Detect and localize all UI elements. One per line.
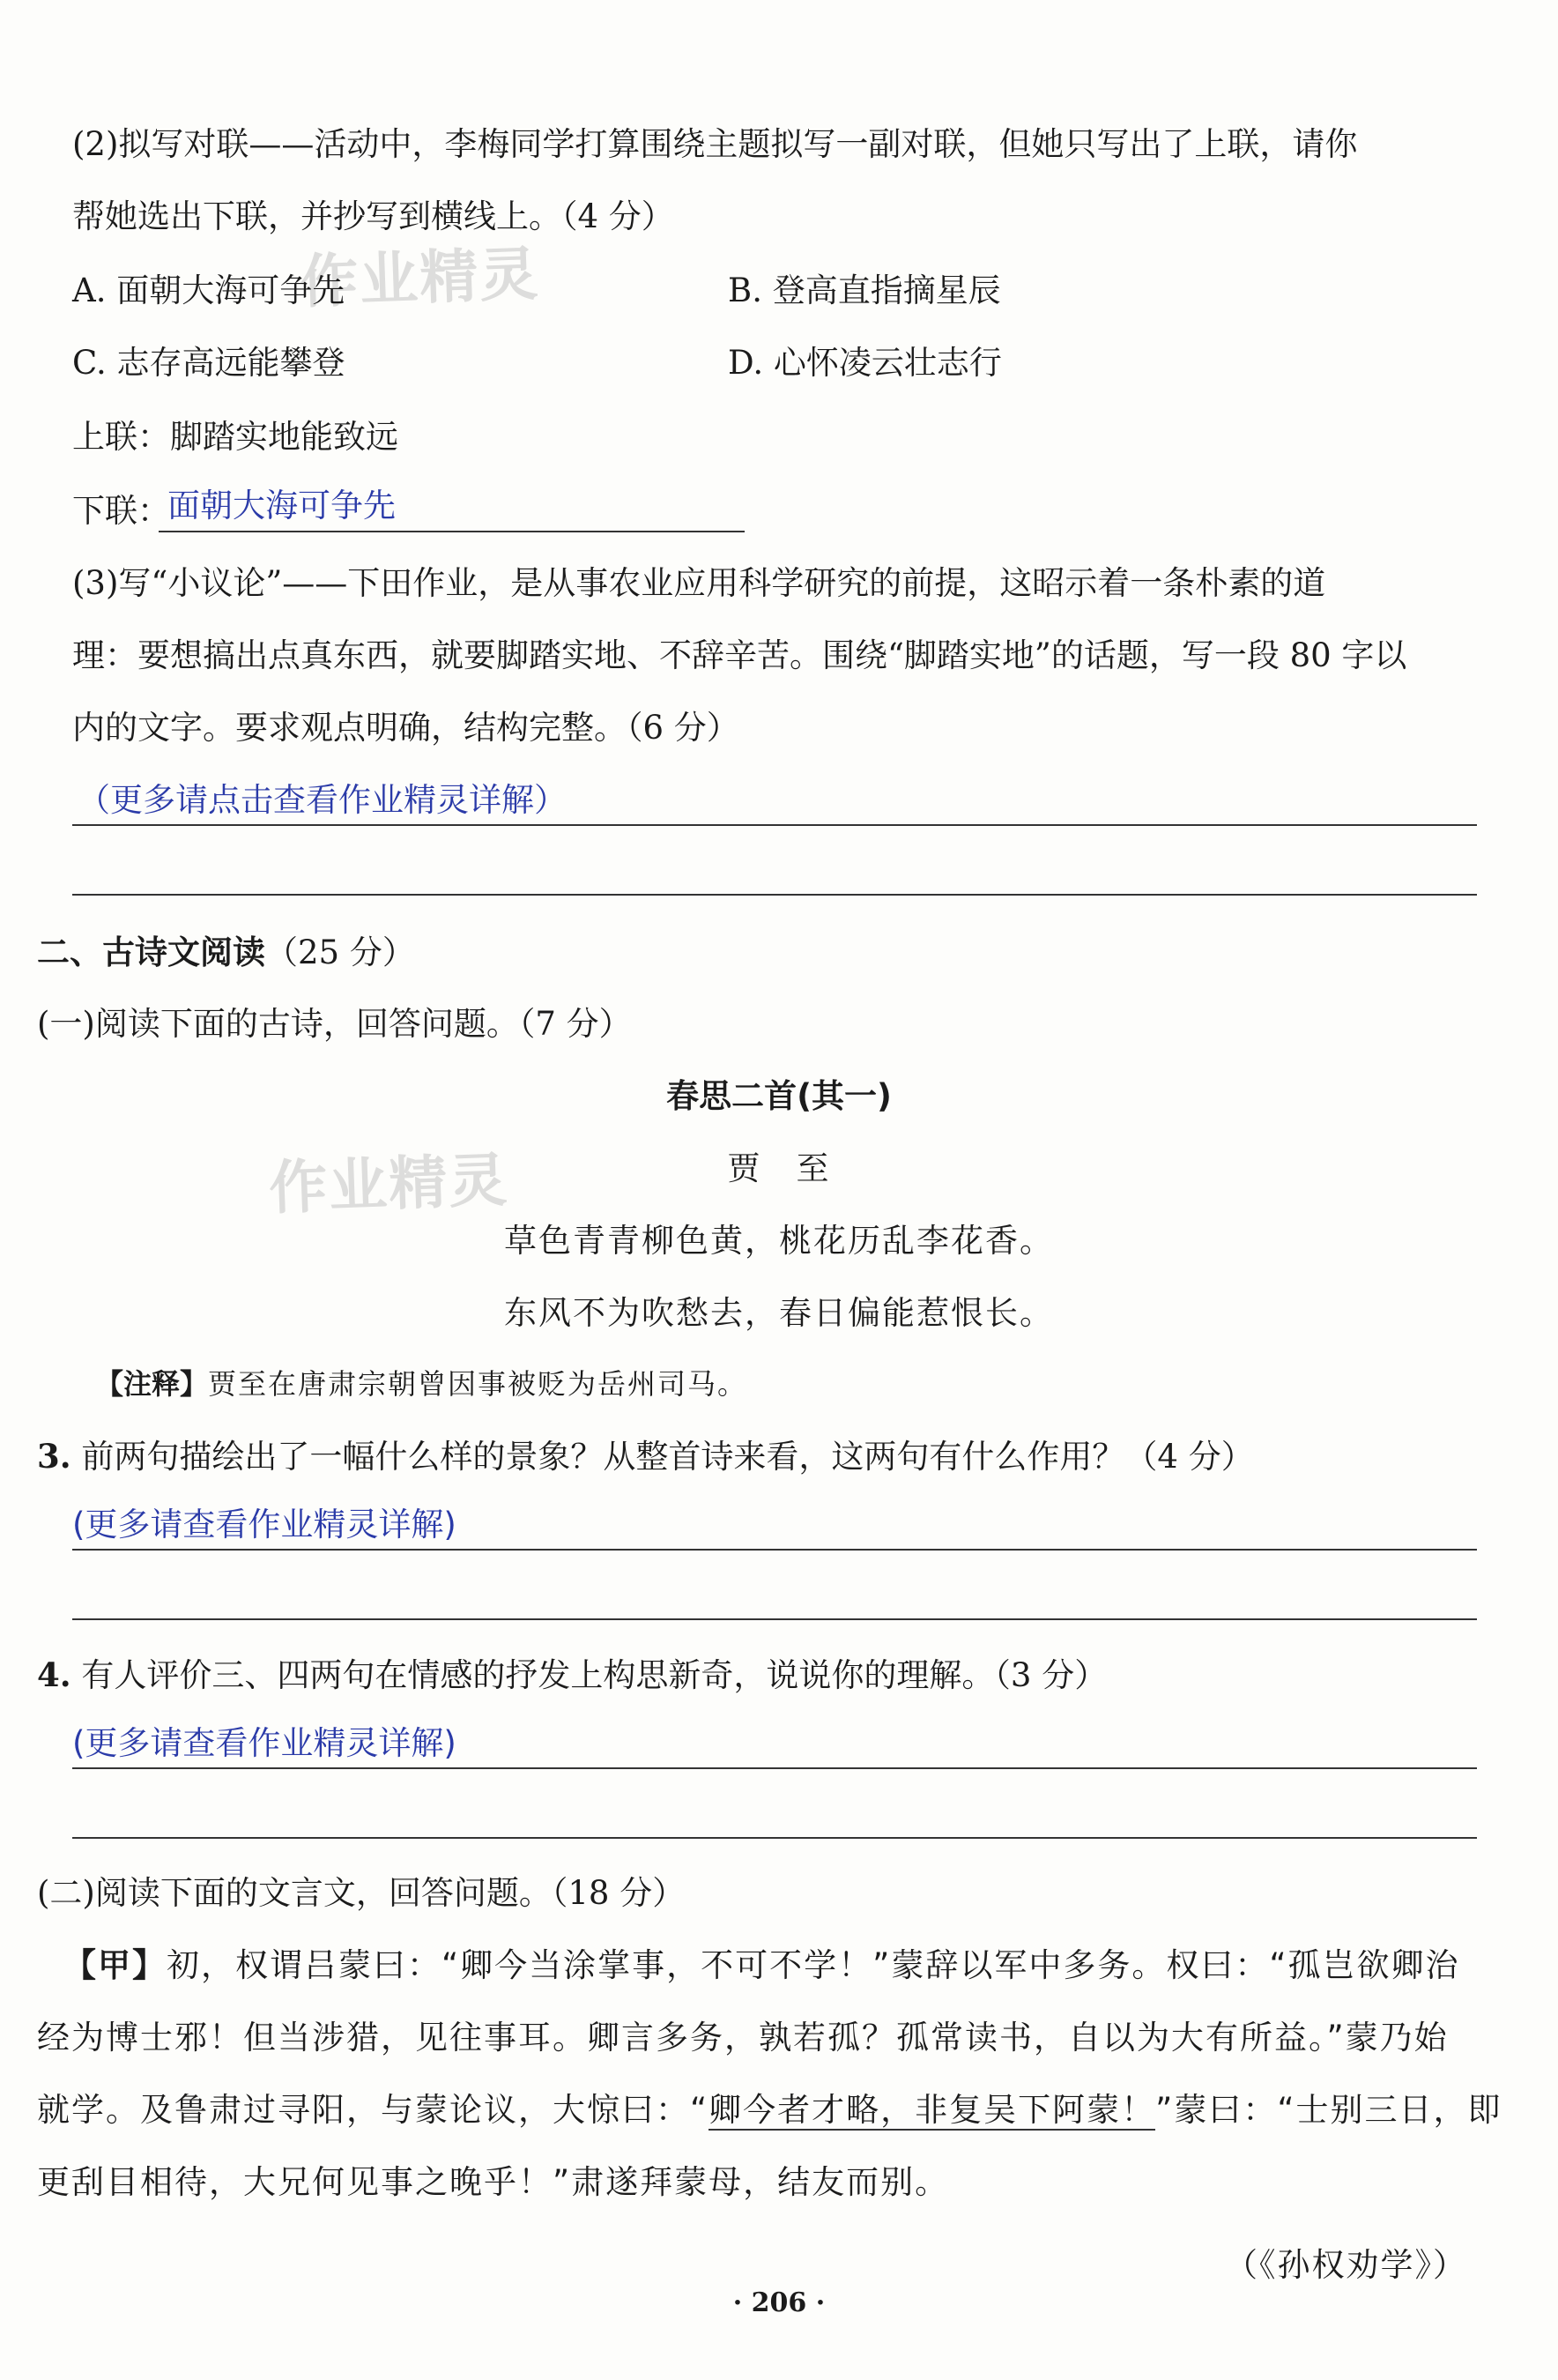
- note-label: 【注释】: [95, 1367, 209, 1401]
- q3-line3: 内的文字。要求观点明确，结构完整。（6 分）: [72, 709, 739, 747]
- answer-line: [72, 1837, 1477, 1839]
- lower-couplet-answer[interactable]: 面朝大海可争先: [167, 487, 396, 524]
- prose-text: 初，权谓吕蒙曰：“卿今当涂掌事，不可不学！”蒙辞以军中多务。权曰：“孤岂欲卿治: [167, 1946, 1460, 1984]
- q2-line2: 帮她选出下联，并抄写到横线上。（4 分）: [72, 197, 674, 235]
- part1-title: (一)阅读下面的古诗，回答问题。（7 分）: [37, 1005, 632, 1043]
- poem-line-1: 草色青青柳色黄，桃花历乱李花香。: [504, 1222, 1054, 1260]
- option-a: A. 面朝大海可争先: [72, 271, 345, 309]
- option-c: C. 志存高远能攀登: [72, 344, 345, 382]
- section-title-text: 二、古诗文阅读: [37, 933, 265, 971]
- underlined-sentence: 卿今者才略，非复吴下阿蒙！: [709, 2091, 1156, 2129]
- section-score: （25 分）: [265, 933, 415, 971]
- note-text: 贾至在唐肃宗朝曾因事被贬为岳州司马。: [208, 1367, 748, 1401]
- poem-note: [95, 1363, 747, 1405]
- q3-line2: 理：要想搞出点真东西，就要脚踏实地、不辞辛苦。围绕“脚踏实地”的话题，写一段 80 字以: [72, 636, 1407, 674]
- poem-author: 贾 至: [727, 1149, 831, 1187]
- question-4: [37, 1654, 1107, 1697]
- poem-line-2: 东风不为吹愁去，春日偏能惹恨长。: [504, 1294, 1054, 1332]
- section-title: [37, 931, 415, 974]
- option-d: D. 心怀凌云壮志行: [728, 344, 1002, 382]
- answer-line: [72, 1549, 1477, 1551]
- prose-line-4: 更刮目相待，大兄何见事之晚乎！”肃遂拜蒙母，结友而别。: [37, 2163, 950, 2201]
- q2-line1: (2)拟写对联——活动中，李梅同学打算围绕主题拟写一副对联，但她只写出了上联，请你: [72, 125, 1358, 163]
- q3-answer-link[interactable]: （更多请点击查看作业精灵详解）: [78, 781, 567, 819]
- question-text: 前两句描绘出了一幅什么样的景象？从整首诗来看，这两句有什么作用？（4 分）: [70, 1438, 1254, 1476]
- question-number: 4.: [37, 1655, 71, 1694]
- prose-line-3: [37, 2089, 1502, 2131]
- answer-line: [159, 531, 745, 532]
- poem-title: 春思二首(其一): [666, 1077, 892, 1115]
- q3-answer-link-2[interactable]: (更多请查看作业精灵详解): [72, 1506, 456, 1543]
- answer-line: [72, 1618, 1477, 1620]
- answer-line: [72, 824, 1477, 826]
- prose-line-2: 经为博士邪！但当涉猎，见往事耳。卿言多务，孰若孤？孤常读书，自以为大有所益。”蒙乃始: [37, 2019, 1449, 2056]
- q4-answer-link[interactable]: (更多请查看作业精灵详解): [72, 1724, 456, 1762]
- lower-couplet-label: 下联：: [72, 492, 170, 530]
- question-text: 有人评价三、四两句在情感的抒发上构思新奇，说说你的理解。（3 分）: [70, 1656, 1108, 1694]
- prose-line-1: [63, 1945, 1460, 1987]
- answer-line: [72, 894, 1477, 896]
- q3-line1: (3)写“小议论”——下田作业，是从事农业应用科学研究的前提，这昭示着一条朴素的道: [72, 564, 1326, 602]
- watermark: 作业精灵: [298, 240, 541, 316]
- prose-source: （《孙权劝学》）: [1225, 2246, 1467, 2284]
- upper-couplet: 上联：脚踏实地能致远: [72, 418, 398, 456]
- page-number: · 206 ·: [732, 2287, 826, 2318]
- prose-label: 【甲】: [63, 1946, 167, 1984]
- watermark: 作业精灵: [267, 1146, 510, 1223]
- question-3: [37, 1435, 1254, 1478]
- answer-line: [72, 1767, 1477, 1769]
- prose-text: ”蒙曰：“士别三日，即: [1155, 2091, 1502, 2129]
- question-number: 3.: [37, 1437, 71, 1476]
- prose-text: 就学。及鲁肃过寻阳，与蒙论议，大惊曰：“: [37, 2091, 709, 2129]
- option-b: B. 登高直指摘星辰: [728, 271, 1001, 309]
- part2-title: (二)阅读下面的文言文，回答问题。（18 分）: [37, 1874, 686, 1912]
